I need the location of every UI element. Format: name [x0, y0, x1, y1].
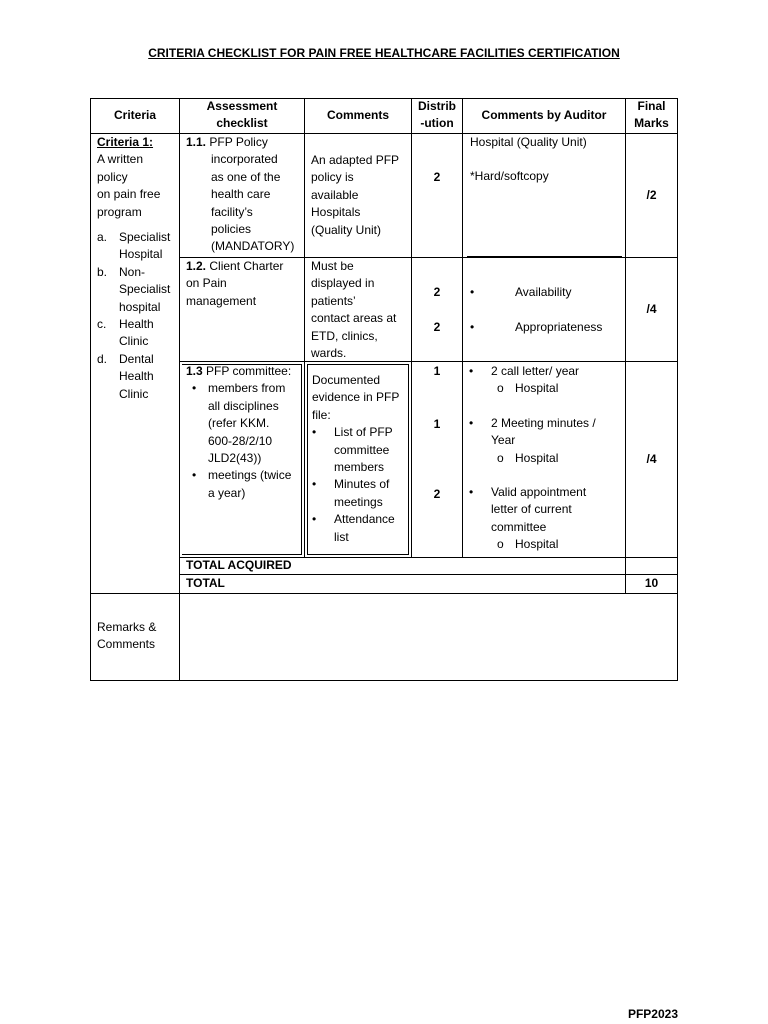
row-1-3-distribution-3: 2	[433, 487, 441, 501]
table-border-left	[90, 98, 91, 681]
facility-line: Hospital	[119, 247, 163, 262]
row-1-3-checklist	[186, 363, 301, 502]
checklist-line: facility’s	[211, 204, 253, 219]
facility-line: Health	[119, 369, 154, 384]
facility-line: Non-	[119, 264, 146, 279]
checklist-box-bottom	[182, 554, 301, 555]
item-number: 1.2.	[186, 259, 207, 273]
facility-line: hospital	[119, 299, 161, 314]
row-1-3-auditor	[469, 363, 625, 554]
comment-line: Minutes of	[334, 477, 390, 492]
comment-line: patients’	[311, 293, 356, 308]
auditor-line: Year	[491, 433, 516, 448]
comments-box-right	[408, 364, 409, 555]
checklist-line: health care	[211, 187, 271, 202]
row-1-3-distribution-2: 1	[433, 417, 441, 431]
comment-line: wards.	[311, 346, 347, 361]
item-number: 1.3	[186, 364, 203, 378]
row-1-2-auditor-1	[470, 284, 625, 301]
comment-line: members	[334, 460, 385, 475]
comment-line: Must be	[311, 259, 354, 273]
item-number: 1.1.	[186, 135, 207, 149]
auditor-sub-item	[469, 450, 625, 467]
row-1-1-final-marks: /2	[646, 188, 657, 202]
auditor-line: Hospital	[515, 450, 559, 465]
comment-line: ETD, clinics,	[311, 328, 378, 343]
bullet: •	[192, 468, 197, 483]
header-distribution-line2: -ution	[420, 116, 454, 131]
bullet: •	[469, 364, 474, 378]
sub-bullet: o	[497, 450, 504, 465]
criteria-line: policy	[97, 169, 128, 184]
comment-line: Hospitals	[311, 205, 361, 220]
facility-line: Specialist	[119, 282, 171, 297]
facility-item	[97, 351, 179, 403]
remarks-label	[97, 619, 179, 654]
checklist-line: JLD2(43))	[208, 451, 262, 466]
row-1-2-checklist	[186, 258, 304, 310]
auditor-line: *Hard/softcopy	[470, 169, 549, 184]
document-code: PFP2023	[627, 1007, 678, 1021]
checklist-line: (refer KKM.	[208, 416, 270, 431]
row-1-1-distribution: 2	[433, 170, 441, 184]
header-auditor: Comments by Auditor	[481, 108, 607, 122]
checklist-line: PFP committee:	[206, 364, 292, 378]
row-1-1-checklist	[186, 134, 304, 256]
checklist-line: all disciplines	[208, 398, 279, 413]
comment-line: displayed in	[311, 276, 375, 291]
sub-bullet: o	[497, 537, 504, 552]
total-acquired-label: TOTAL ACQUIRED	[186, 558, 292, 572]
facility-item	[97, 264, 179, 316]
bullet: •	[469, 485, 474, 500]
bullet: •	[312, 512, 317, 527]
row-1-2-comments	[311, 258, 411, 362]
comment-bullet-item	[312, 511, 408, 546]
bullet: •	[312, 425, 317, 440]
comment-line: Documented	[312, 373, 381, 387]
checklist-line: incorporated	[211, 152, 278, 167]
checklist-line: Client Charter	[209, 259, 284, 273]
criteria-label: Criteria 1:	[97, 135, 154, 149]
row-divider-2	[179, 361, 678, 362]
checklist-line: meetings (twice	[208, 468, 292, 483]
comments-box-left	[307, 364, 308, 555]
facility-letter: d.	[97, 351, 108, 366]
remarks-input-area[interactable]	[180, 594, 677, 680]
row-1-2-auditor-2	[470, 319, 625, 336]
comment-line: list	[334, 529, 349, 544]
header-criteria: Criteria	[113, 108, 157, 122]
criteria-line: A written	[97, 152, 144, 167]
row-1-2-distribution-2: 2	[433, 320, 441, 334]
remarks-line: Remarks &	[97, 620, 157, 634]
comment-line: available	[311, 187, 359, 202]
bullet: •	[192, 381, 197, 396]
facility-letter: a.	[97, 230, 108, 245]
auditor-line: committee	[491, 519, 547, 534]
header-final-line2: Marks	[634, 116, 669, 131]
checklist-line: a year)	[208, 485, 246, 500]
comment-line: List of PFP	[334, 425, 393, 440]
row-1-3-distribution-1: 1	[433, 364, 441, 378]
facility-line: Clinic	[119, 386, 149, 401]
auditor-line: Appropriateness	[515, 320, 603, 334]
row-1-1-comments	[311, 152, 411, 239]
auditor-sub-item	[469, 380, 625, 397]
header-assessment-line1: Assessment	[206, 99, 278, 113]
row-1-1-auditor	[470, 134, 625, 186]
facility-letter: c.	[97, 317, 107, 332]
auditor-line: Hospital	[515, 537, 559, 552]
auditor-sub-item	[469, 536, 625, 553]
comment-line: meetings	[334, 494, 383, 509]
header-assessment-line2: checklist	[216, 116, 268, 131]
header-assessment	[180, 98, 304, 133]
comment-line: file:	[312, 407, 331, 422]
facility-letter: b.	[97, 264, 108, 279]
bullet: •	[470, 320, 475, 334]
bullet: •	[312, 477, 317, 492]
header-final-line1: Final	[637, 99, 666, 113]
header-distribution-line1: Distrib	[417, 99, 456, 113]
row-1-2-final-marks: /4	[646, 302, 657, 316]
facility-line: Clinic	[119, 334, 149, 349]
sub-bullet: o	[497, 381, 504, 396]
table-border-right	[677, 98, 678, 681]
checklist-line: policies	[211, 222, 252, 237]
auditor-line: Availability	[515, 285, 572, 299]
checklist-line: (MANDATORY)	[211, 239, 295, 254]
document-title: CRITERIA CHECKLIST FOR PAIN FREE HEALTHCARE FACILITIES CERTIFICATION	[148, 46, 620, 60]
checklist-box-right	[301, 364, 302, 555]
auditor-line: letter of current	[491, 502, 572, 517]
comment-bullet-item	[312, 476, 408, 511]
checklist-line: management	[186, 293, 257, 308]
auditor-bullet-item	[469, 415, 625, 450]
checklist-bullet-item	[186, 467, 301, 502]
row-1-3-comments	[312, 372, 408, 546]
checklist-divider	[304, 98, 305, 558]
total-value: 10	[644, 576, 659, 590]
checklist-line: members from	[208, 381, 286, 396]
criteria-line: on pain free	[97, 187, 161, 202]
facility-line: Dental	[119, 351, 154, 366]
auditor-line: Valid appointment	[491, 485, 587, 500]
comment-line: Attendance	[334, 512, 395, 527]
comments-box-bottom	[307, 554, 408, 555]
criteria-cell	[97, 134, 179, 403]
header-comments: Comments	[326, 108, 389, 122]
auditor-bullet-item	[469, 484, 625, 536]
distribution-divider	[462, 98, 463, 558]
checklist-line: PFP Policy	[209, 135, 268, 149]
comment-line: policy is	[311, 170, 354, 185]
bullet: •	[469, 415, 474, 430]
comment-line: committee	[334, 442, 390, 457]
checklist-line: 600-28/2/10	[208, 433, 273, 448]
header-distribution	[412, 98, 462, 133]
comment-line: (Quality Unit)	[311, 222, 382, 237]
facility-item	[97, 316, 179, 351]
auditor-divider	[625, 98, 626, 593]
comment-bullet-item	[312, 424, 408, 476]
bullet: •	[470, 285, 475, 299]
comments-box-top	[307, 364, 408, 365]
comment-line: An adapted PFP	[311, 153, 400, 167]
remarks-line: Comments	[97, 637, 156, 652]
auditor-signature-line	[467, 256, 622, 257]
comment-line: contact areas at	[311, 311, 397, 326]
header-final-marks	[626, 98, 677, 133]
checklist-bullet-item	[186, 380, 301, 467]
checklist-line: as one of the	[211, 169, 281, 184]
auditor-line: Hospital	[515, 381, 559, 396]
facility-line: Specialist	[119, 230, 171, 245]
facility-line: Health	[119, 317, 154, 332]
auditor-line: Hospital (Quality Unit)	[470, 135, 587, 149]
criteria-line: program	[97, 204, 142, 219]
row-1-3-final-marks: /4	[646, 452, 657, 466]
comment-line: evidence in PFP	[312, 390, 400, 405]
total-label: TOTAL	[186, 576, 225, 590]
checklist-line: on Pain	[186, 276, 227, 291]
auditor-bullet-item	[469, 363, 625, 380]
facility-item	[97, 229, 179, 264]
row-1-2-distribution-1: 2	[433, 285, 441, 299]
auditor-line: 2 Meeting minutes /	[491, 415, 596, 430]
auditor-line: 2 call letter/ year	[491, 364, 580, 378]
